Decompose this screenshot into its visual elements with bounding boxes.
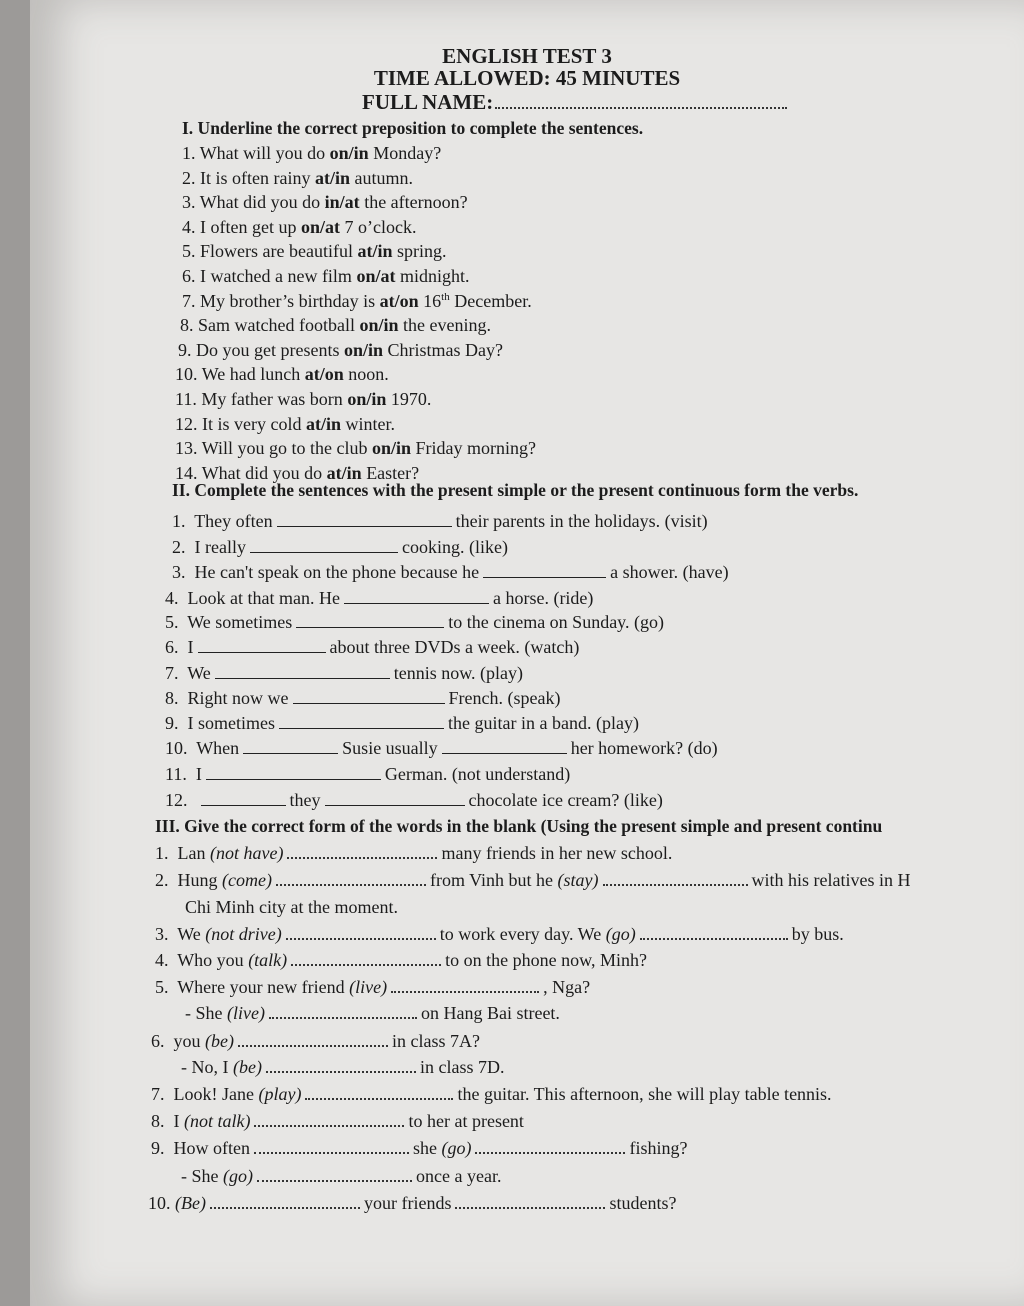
verb-hint: (not have) (209, 843, 284, 863)
item-number: 4. (182, 216, 196, 237)
item-text: to the cinema on Sunday. (go) (448, 612, 664, 632)
item-text: the guitar. This afternoon, she will play table tennis. (457, 1084, 832, 1104)
item-number: 8. (165, 688, 179, 708)
item-number: 3. (182, 192, 196, 213)
item-text: I (187, 637, 194, 657)
item-text: many friends in her new school. (441, 843, 673, 863)
s3-item-5 (155, 977, 590, 998)
verb-hint: (Be) (175, 1193, 206, 1213)
answer-blank (291, 950, 441, 966)
verb-hint: (not talk) (184, 1111, 251, 1131)
section1-heading: I. Underline the correct preposition to complete the sentences. (182, 118, 644, 138)
s1-item-13 (175, 438, 536, 459)
item-text: Right now we (187, 688, 289, 708)
verb-hint: (be) (205, 1031, 234, 1051)
s2-item-5 (165, 612, 664, 633)
answer-blank (325, 790, 465, 806)
preposition-choice: at/in (305, 413, 341, 434)
item-text: We (187, 663, 211, 683)
answer-blank (391, 977, 539, 993)
s3-item-8 (151, 1111, 524, 1132)
item-text: cooking. (like) (401, 537, 508, 557)
item-number: 9. (151, 1138, 165, 1158)
item-number: 9. (165, 713, 179, 733)
s1-item-10 (175, 364, 389, 385)
s1-item-7 (182, 291, 532, 312)
item-text: you (173, 1031, 205, 1051)
item-number: 2. (172, 537, 186, 557)
item-number: 2. (182, 167, 196, 188)
item-text: They often (194, 511, 273, 531)
answer-blank (206, 764, 381, 780)
s2-item-3 (172, 562, 729, 583)
preposition-choice: on/at (356, 266, 396, 286)
s1-item-4 (182, 217, 416, 238)
s1-item-11 (175, 389, 431, 410)
s3-item-5-reply (185, 1003, 560, 1024)
answer-blank (243, 738, 338, 754)
verb-hint: (play) (258, 1084, 302, 1104)
item-text: by bus. (791, 924, 844, 944)
item-text: a shower. (have) (610, 562, 729, 582)
item-text: What will you do (199, 143, 330, 163)
test-paper (30, 0, 1024, 1306)
s3-item-9-reply (181, 1166, 501, 1187)
verb-hint: (not drive) (205, 924, 282, 944)
s2-item-2 (172, 537, 508, 558)
item-text: What did you do (201, 462, 327, 483)
preposition-choice: on/at (300, 216, 340, 237)
item-text: autumn. (350, 167, 413, 188)
answer-blank (254, 1111, 404, 1127)
item-text: noon. (343, 364, 389, 385)
item-text: I (173, 1111, 184, 1131)
verb-hint: (go) (441, 1138, 472, 1158)
item-text: I often get up (200, 216, 301, 237)
s3-item-10 (148, 1193, 676, 1214)
answer-blank (455, 1193, 605, 1209)
preposition-choice: at/on (304, 364, 344, 385)
item-text: , Nga? (543, 977, 591, 997)
answer-blank (483, 562, 606, 578)
item-number: 12. (175, 413, 198, 434)
preposition-choice: on/in (329, 143, 369, 163)
item-text: Flowers are beautiful (200, 241, 358, 262)
verb-hint: (come) (222, 870, 272, 890)
item-number: 10. (165, 738, 188, 758)
answer-blank (344, 588, 489, 604)
item-number: 6. (182, 266, 196, 286)
item-text: once a year. (416, 1166, 502, 1186)
answer-blank (475, 1138, 625, 1154)
item-text: Friday morning? (410, 438, 536, 459)
item-number: 7. (165, 663, 179, 683)
full-name-field (362, 90, 791, 115)
answer-blank (296, 612, 444, 628)
item-number: 10. (175, 364, 198, 385)
answer-blank (215, 663, 390, 679)
preposition-choice: on/in (359, 315, 399, 336)
preposition-choice: in/at (324, 192, 360, 213)
item-text: - She (185, 1003, 227, 1023)
item-text: It is often rainy (200, 167, 315, 188)
verb-hint: (live) (349, 977, 388, 997)
item-text: I watched a new film (200, 266, 357, 286)
item-number: 11. (165, 764, 187, 784)
item-number: 5. (155, 977, 169, 997)
item-text: the evening. (398, 315, 491, 336)
answer-blank (201, 790, 286, 806)
s1-item-3 (182, 192, 468, 213)
preposition-choice: at/in (326, 462, 362, 483)
item-text: about three DVDs a week. (watch) (329, 637, 580, 657)
s3-item-1 (155, 843, 672, 864)
item-text: Where your new friend (177, 977, 350, 997)
s2-item-9 (165, 713, 639, 734)
answer-blank (269, 1003, 417, 1019)
item-text: to work every day. We (439, 924, 606, 944)
item-text: a horse. (ride) (492, 588, 594, 608)
answer-blank (287, 843, 437, 859)
s3-item-2-cont: Chi Minh city at the moment. (185, 897, 398, 917)
item-text: in class 7D. (419, 1057, 505, 1077)
item-text: Sam watched football (198, 315, 360, 336)
item-text: Look! Jane (173, 1084, 259, 1104)
item-text: Who you (177, 950, 249, 970)
item-text: He can't speak on the phone because he (194, 562, 480, 582)
s1-item-12 (175, 414, 395, 435)
item-text: My father was born (201, 389, 348, 409)
item-text: from Vinh but he (429, 870, 558, 890)
preposition-choice: on/in (343, 339, 384, 360)
item-text: tennis now. (play) (393, 663, 524, 683)
item-number: 3. (155, 924, 169, 944)
answer-blank (603, 870, 748, 886)
preposition-choice: at/in (314, 167, 350, 188)
item-text: Do you get presents (196, 339, 344, 360)
answer-blank (238, 1031, 388, 1047)
item-text: they (289, 790, 321, 810)
s2-item-6 (165, 637, 579, 658)
item-number: 14. (175, 462, 198, 483)
item-number: 6. (165, 637, 179, 657)
item-text: I really (194, 537, 246, 557)
item-text: on Hang Bai street. (420, 1003, 560, 1023)
answer-blank (198, 637, 326, 653)
answer-blank (442, 738, 567, 754)
item-text: she (412, 1138, 442, 1158)
preposition-choice: at/on (379, 290, 419, 311)
item-text: Monday? (368, 143, 442, 163)
answer-blank (305, 1084, 453, 1100)
s2-item-12 (165, 790, 663, 811)
item-text: When (196, 738, 240, 758)
item-number: 1. (182, 143, 196, 163)
item-number: 1. (155, 843, 169, 863)
item-text: French. (speak) (448, 688, 561, 708)
verb-hint: (go) (605, 924, 636, 944)
s3-item-9 (151, 1138, 687, 1159)
item-text: fishing? (629, 1138, 688, 1158)
item-number: 7. (182, 290, 196, 311)
verb-hint: (be) (233, 1057, 262, 1077)
item-number: 7. (151, 1084, 165, 1104)
item-text: My brother’s birthday is (200, 290, 380, 311)
answer-blank (210, 1193, 360, 1209)
item-text: 1970. (386, 389, 432, 409)
item-text: We (177, 924, 206, 944)
item-number: 8. (180, 315, 194, 336)
item-number: 8. (151, 1111, 165, 1131)
time-allowed: TIME ALLOWED: 45 MINUTES (373, 66, 681, 90)
item-number: 4. (155, 950, 169, 970)
s1-item-9 (178, 340, 503, 361)
answer-blank (286, 924, 436, 940)
answer-blank (254, 1138, 409, 1154)
item-number: 10. (148, 1193, 171, 1213)
item-text: December. (449, 290, 532, 311)
s2-item-10 (165, 738, 718, 759)
s3-item-6 (151, 1031, 480, 1052)
answer-blank (276, 870, 426, 886)
s3-item-2 (155, 870, 911, 891)
answer-blank (293, 688, 445, 704)
item-text: in class 7A? (391, 1031, 480, 1051)
item-text: chocolate ice cream? (like) (468, 790, 663, 810)
s1-item-5 (182, 241, 446, 262)
item-text: Lan (177, 843, 210, 863)
item-text: Christmas Day? (383, 339, 503, 360)
item-number: 12. (165, 790, 188, 810)
item-text: Will you go to the club (201, 438, 372, 459)
item-text: with his relatives in H (751, 870, 911, 890)
item-text: 7 o’clock. (339, 216, 417, 237)
s3-item-4 (155, 950, 647, 971)
s2-item-4 (165, 588, 593, 609)
s1-item-6 (182, 266, 469, 287)
verb-hint: (stay) (557, 870, 599, 890)
s1-item-2 (182, 168, 413, 189)
item-text: How often (173, 1138, 250, 1158)
item-text: Hung (177, 870, 222, 890)
item-text: winter. (341, 413, 395, 434)
item-number: 5. (165, 612, 179, 632)
item-text: - No, I (181, 1057, 233, 1077)
item-number: 5. (182, 241, 196, 262)
item-text: to on the phone now, Minh? (445, 950, 647, 970)
item-number: 6. (151, 1031, 165, 1051)
item-text: students? (609, 1193, 677, 1213)
item-number: 11. (175, 389, 197, 409)
full-name-label: FULL NAME: (362, 90, 494, 114)
item-number: 2. (155, 870, 169, 890)
s1-item-8 (180, 315, 491, 336)
item-text: Susie usually (342, 738, 438, 758)
item-text: I (195, 764, 202, 784)
preposition-choice: at/in (357, 241, 393, 262)
item-number: 13. (175, 438, 198, 459)
item-text: your friends (363, 1193, 452, 1213)
answer-blank (250, 537, 398, 553)
answer-blank (257, 1166, 412, 1182)
preposition-choice: on/in (371, 438, 411, 459)
item-text: the guitar in a band. (play) (448, 713, 639, 733)
item-text: midnight. (395, 266, 470, 286)
item-text: We had lunch (201, 364, 305, 385)
test-title: ENGLISH TEST 3 (442, 44, 612, 68)
item-number: 3. (172, 562, 186, 582)
item-text: Look at that man. He (187, 588, 340, 608)
s2-item-8 (165, 688, 560, 709)
item-text: - She (181, 1166, 223, 1186)
verb-hint: (talk) (248, 950, 288, 970)
item-text: the afternoon? (359, 192, 468, 213)
item-number: 9. (178, 339, 192, 360)
item-text: Easter? (361, 462, 420, 483)
item-text: I sometimes (187, 713, 275, 733)
answer-blank (277, 511, 452, 527)
item-text: It is very cold (202, 413, 306, 434)
answer-blank (640, 924, 788, 940)
s3-item-3 (155, 924, 844, 945)
s2-item-7 (165, 663, 523, 684)
preposition-choice: on/in (347, 389, 387, 409)
s3-item-6-reply (181, 1057, 504, 1078)
s2-item-1 (172, 511, 708, 532)
item-text: to her at present (408, 1111, 524, 1131)
s2-item-11 (165, 764, 570, 785)
item-text: What did you do (199, 192, 325, 213)
answer-blank (279, 713, 444, 729)
name-blank (495, 93, 787, 109)
section3-heading: III. Give the correct form of the words in the blank (Using the present simple and present continu (155, 816, 883, 836)
item-text: 16 (418, 290, 442, 311)
ordinal-suffix: th (441, 290, 450, 303)
item-text: We sometimes (187, 612, 293, 632)
s1-item-1 (182, 143, 441, 164)
verb-hint: (go) (223, 1166, 253, 1186)
verb-hint: (live) (227, 1003, 265, 1023)
section2-heading: II. Complete the sentences with the present simple or the present continuous form the verbs. (172, 480, 859, 500)
item-text: spring. (392, 241, 447, 262)
answer-blank (266, 1057, 416, 1073)
item-text: their parents in the holidays. (visit) (455, 511, 708, 531)
item-text: her homework? (do) (570, 738, 718, 758)
s3-item-7 (151, 1084, 832, 1105)
item-text: German. (not understand) (384, 764, 571, 784)
item-number: 4. (165, 588, 179, 608)
item-number: 1. (172, 511, 186, 531)
